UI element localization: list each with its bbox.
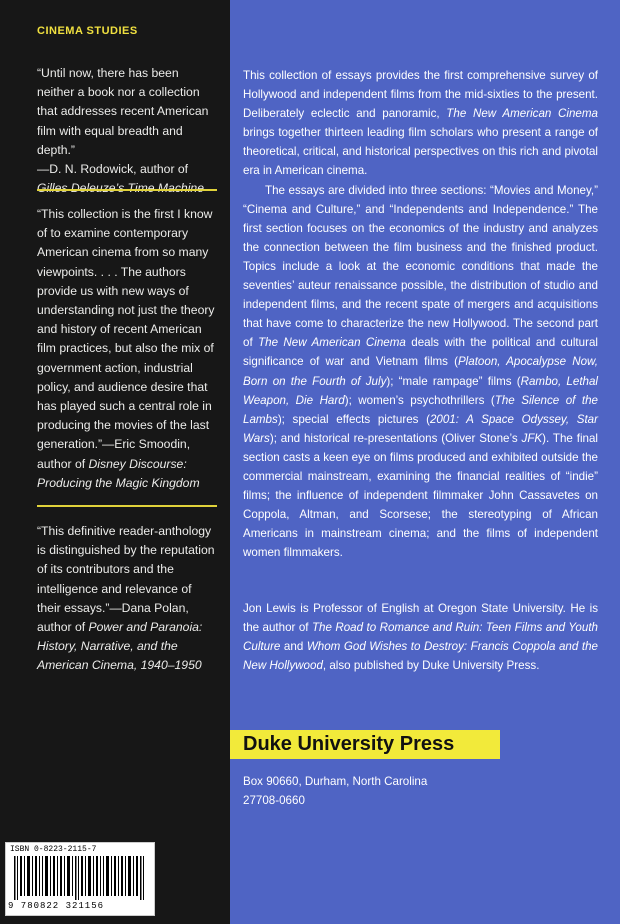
description-text: The essays are divided into three sections: “Movies and Money,” “Cinema and Culture,” and “Independents and Independence.” The first section focuses on the economics of the industry and analyzes the connection between the film business and the finished product. Topics include a look at the economic conditions that made the seventies’ auteur renaissance possible, the distribution of studio and independent films, and the recent spate of mergers and acquisitions that have come to characterize the new Hollywood. The second part of xyxy=(243,183,598,350)
bio-text: Jon Lewis is Professor of English at Oregon State University. He is the author of xyxy=(243,602,598,635)
description-text: ); special effects pictures ( xyxy=(277,412,430,426)
description-paragraph xyxy=(243,181,598,563)
description-paragraph xyxy=(243,66,598,181)
quote-book: Power and Paranoia: History, Narrative, and the American Cinema, 1940–1950 xyxy=(37,620,203,673)
book-title: The New American Cinema xyxy=(446,107,598,121)
isbn-text: ISBN 0-8223-2115-7 xyxy=(10,845,97,854)
film-titles: 2001: A Space Odyssey, Star Wars xyxy=(243,412,598,445)
quote-attribution: —D. N. Rodowick, author of xyxy=(37,162,189,177)
description-text: ). The final section casts a keen eye on films produced and exhibited outside the commercial mainstream, examining the financial realities of “indie” films; the influence of independent filmmaker John Cassavetes on Coppola, Altman, and Scorsese; the stereotyping of African Americans in mainstream cinema; and the films of independent women filmmakers. xyxy=(243,431,598,560)
category-label: CINEMA STUDIES xyxy=(37,25,138,37)
barcode-digits: 9 780822 321156 xyxy=(8,901,105,911)
book-title: The New American Cinema xyxy=(258,336,406,350)
film-titles: The Silence of the Lambs xyxy=(243,393,598,426)
description-text: This collection of essays provides the first comprehensive survey of Hollywood and independent films from the mid-sixties to the present. Deliberately eclectic and panoramic, xyxy=(243,69,598,121)
author-bio xyxy=(243,599,598,675)
quote-polan xyxy=(37,522,217,676)
book-title: Whom God Wishes to Destroy: Francis Coppola and the New Hollywood xyxy=(243,640,598,673)
description-text: ); and historical re-presentations (Oliver Stone’s xyxy=(269,431,518,445)
book-title: The Road to Romance and Ruin: Teen Films and Youth Culture xyxy=(243,621,598,654)
left-panel xyxy=(0,0,230,924)
right-panel xyxy=(230,0,620,924)
quote-text: “Until now, there has been neither a book nor a collection that addresses recent American film with equal breadth and depth.” xyxy=(37,66,209,157)
bio-text: , also published by Duke University Press. xyxy=(322,659,540,673)
address-line: 27708-0660 xyxy=(243,794,305,807)
quote-text: “This collection is the first I know of to examine contemporary American cinema from so many viewpoints. . . . The authors provide us with new ways of understanding not just the theory and history of recent American film practices, but also the mix of government action, industrial policy, and audience desire that has played such a central role in producing the movies of the last generation.”—Eric Smoodin, author of xyxy=(37,207,215,471)
divider xyxy=(37,505,217,507)
description-text: deals with the political and cultural significance of war and Vietnam films ( xyxy=(243,336,598,369)
film-titles: Platoon, Apocalypse Now, Born on the Fourth of July xyxy=(243,355,598,388)
description-text: ); “male rampage” films ( xyxy=(386,374,521,388)
quote-smoodin xyxy=(37,205,217,493)
description-text: ); women’s psychothrillers ( xyxy=(344,393,495,407)
barcode-bars xyxy=(14,856,146,900)
description-text: brings together thirteen leading film scholars who present a range of theoretical, critical, and historical perspectives on this rich and pivotal era in American cinema. xyxy=(243,126,598,178)
book-description xyxy=(243,66,598,562)
quote-rodowick xyxy=(37,64,217,198)
bio-text: and xyxy=(283,640,304,654)
film-titles: Rambo, Lethal Weapon, Die Hard xyxy=(243,374,599,407)
divider xyxy=(37,189,217,191)
quote-text: “This definitive reader-anthology is distinguished by the reputation of its contributors and the intelligence and relevance of their essays.”—Dana Polan, author of xyxy=(37,524,215,635)
address-line: Box 90660, Durham, North Carolina xyxy=(243,775,428,788)
publisher-address xyxy=(243,772,543,810)
film-titles: JFK xyxy=(521,431,543,445)
publisher-name: Duke University Press xyxy=(230,730,500,759)
quote-book: Disney Discourse: Producing the Magic Kingdom xyxy=(37,456,200,490)
isbn-barcode xyxy=(5,842,155,916)
